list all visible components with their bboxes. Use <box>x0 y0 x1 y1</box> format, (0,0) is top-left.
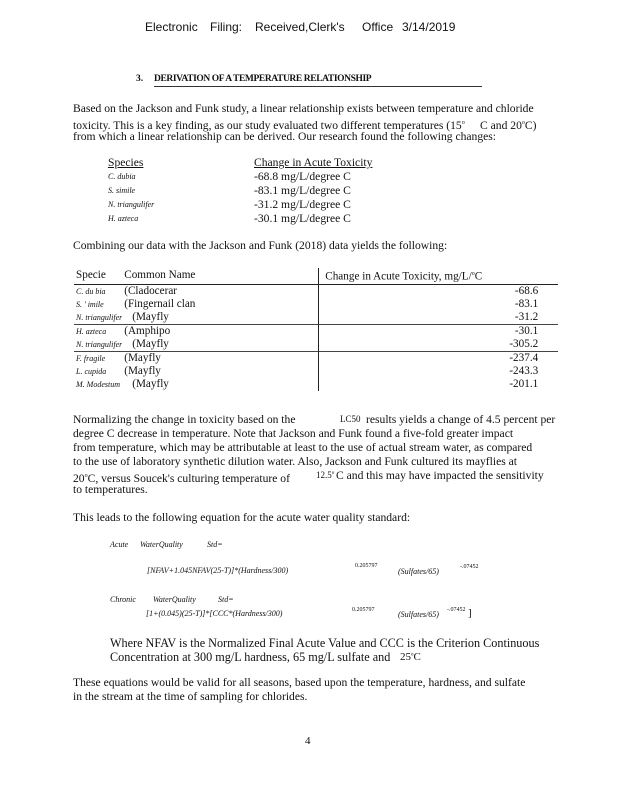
table-row <box>74 311 558 325</box>
species-name: H. azteca <box>74 324 122 338</box>
change-value: -83.1 <box>514 297 539 310</box>
species-column-header: Species <box>108 156 144 169</box>
species-name: F. fragile <box>74 351 122 365</box>
common-name: (Mayfly <box>122 351 319 365</box>
leads-sentence: This leads to the following equation for the acute water quality standard: <box>73 511 411 524</box>
common-name: (Mayfly <box>122 378 319 391</box>
normalizing-line-5c: C and this may have impacted the sensitivity <box>336 469 544 482</box>
header-date: 3/14/2019 <box>402 20 456 34</box>
closing-line-2: in the stream at the time of sampling for chlorides. <box>73 690 308 703</box>
normalizing-line-2: degree C decrease in temperature. Note that Jackson and Funk found a five-fold greater impact <box>73 427 514 440</box>
table-row <box>74 351 558 365</box>
combined-toxicity-table <box>74 268 558 391</box>
normalizing-line-5-overlap: 12.5$^o$ <box>316 470 335 480</box>
acute-std: Std= <box>207 540 223 549</box>
table-row <box>74 324 558 338</box>
change-column-header: Change in Acute Toxicity <box>254 156 373 169</box>
chronic-formula: [1+(0.045)(25-T)]*[CCC*(Hardness/300) <box>146 609 283 618</box>
common-name-column-header: Common Name <box>122 268 319 284</box>
where-line-2: Concentration at 300 mg/L hardness, 65 mg/L sulfate and <box>110 650 391 664</box>
chronic-water-quality: WaterQuality <box>153 595 196 604</box>
normalizing-line-1b: results yields a change of 4.5 percent per <box>366 413 556 426</box>
table-row <box>108 184 372 198</box>
change-value: -31.2 mg/L/degree C <box>254 198 351 211</box>
normalizing-line-5: 20$^o$C, versus Soucek's culturing temperature of <box>73 471 290 485</box>
species-name: L. cupida <box>76 366 107 376</box>
table-row <box>74 378 558 391</box>
species-name: S. ' imile <box>76 299 104 309</box>
chronic-sulfate: (Sulfates/65) <box>398 610 439 619</box>
where-line-1: Where NFAV is the Normalized Final Acute Value and CCC is the Criterion Continuous <box>110 636 540 650</box>
page-number: 4 <box>305 735 311 747</box>
common-name: (Cladocerar <box>122 284 319 298</box>
species-name: N. triangulifer <box>76 312 123 322</box>
change-value: -243.3 <box>509 364 539 377</box>
common-name: (Mayfly <box>122 338 319 352</box>
change-column-header: Change in Acute Toxicity, mg/L/$^o$C <box>319 268 559 284</box>
common-name: (Fingernail clan <box>122 298 319 311</box>
chronic-exponent-1: 0.205797 <box>352 607 375 613</box>
acute-sulfate: (Sulfates/65) <box>398 567 439 576</box>
table-row <box>74 338 558 352</box>
normalizing-line-3: from temperature, which may be attributable at least to the use of actual stream water, as compared <box>73 441 533 454</box>
combined-table-header <box>74 268 558 284</box>
chronic-std: Std= <box>218 595 234 604</box>
change-value: -68.8 mg/L/degree C <box>254 170 351 183</box>
table-row <box>108 212 372 226</box>
acute-label: Acute <box>110 540 129 549</box>
species-column-header: Specie <box>74 268 122 284</box>
change-value: -305.2 <box>509 337 539 350</box>
species-name: C. du bia <box>76 286 106 296</box>
species-name: N. triangulifer <box>108 200 155 209</box>
acute-formula: [NFAV+1.045NFAV(25-T)]*(Hardness/300) <box>147 566 289 575</box>
species-name: C. dubia <box>108 172 136 181</box>
section-title-underline <box>154 86 482 87</box>
change-value: -201.1 <box>509 377 539 390</box>
intro-line-2-overlap: C and 20$^o$C) <box>480 118 537 132</box>
acute-water-quality: WaterQuality <box>140 540 183 549</box>
change-value: -30.1 <box>319 324 559 338</box>
header-filing: Filing: <box>210 20 243 34</box>
common-name: (Amphipo <box>122 324 319 338</box>
acute-exponent-2: -.07452 <box>460 564 479 570</box>
common-name: (Mayfly <box>122 365 319 378</box>
change-value: -237.4 <box>319 351 559 365</box>
table-row <box>74 298 558 311</box>
section-number: 3. <box>136 74 144 84</box>
header-electronic: Electronic <box>145 20 198 34</box>
where-line-2-overlap: 25$^o$C <box>400 651 421 663</box>
section-title: DERIVATION OF A TEMPERATURE RELATIONSHIP <box>154 74 372 84</box>
change-value: -68.6 <box>514 284 539 297</box>
species-name: S. simile <box>108 186 136 195</box>
change-value: -83.1 mg/L/degree C <box>254 184 351 197</box>
intro-line-3: from which a linear relationship can be derived. Our research found the following changes: <box>73 130 497 143</box>
acute-exponent-1: 0.205797 <box>355 563 378 569</box>
chronic-label: Chronic <box>110 595 136 604</box>
table-row <box>74 365 558 378</box>
species-change-table <box>108 156 372 226</box>
common-name: (Mayfly <box>122 311 319 325</box>
species-name: M. Modestum <box>76 379 120 389</box>
chronic-exponent-2: -.07452 <box>447 607 466 613</box>
closing-line-1: These equations would be valid for all seasons, based upon the temperature, hardness, and sulfate <box>73 676 526 689</box>
species-name: N. triangulifer <box>76 339 123 349</box>
header-received: Received,Clerk's <box>255 20 345 34</box>
table-row <box>108 170 372 184</box>
species-name: H. azteca <box>108 214 139 223</box>
change-value: -30.1 mg/L/degree C <box>254 212 351 225</box>
combining-sentence: Combining our data with the Jackson and Funk (2018) data yields the following: <box>73 239 448 252</box>
intro-line-1: Based on the Jackson and Funk study, a linear relationship exists between temperature and chloride <box>73 102 534 115</box>
intro-line-2: toxicity. This is a key finding, as our study evaluated two different temperatures (15$^o$ <box>73 118 465 132</box>
normalizing-line-1-overlap: LC50 <box>340 414 361 424</box>
header-office: Office <box>362 20 394 34</box>
change-value: -31.2 <box>514 310 539 323</box>
normalizing-line-6: to temperatures. <box>73 483 148 496</box>
normalizing-line-1a: Normalizing the change in toxicity based on the <box>73 413 296 426</box>
table-row <box>74 284 558 298</box>
normalizing-line-4: to the use of laboratory synthetic dilution water. Also, Jackson and Funk cultured its mayflies at <box>73 455 518 468</box>
chronic-close-bracket: ] <box>468 607 472 619</box>
table-row <box>108 198 372 212</box>
